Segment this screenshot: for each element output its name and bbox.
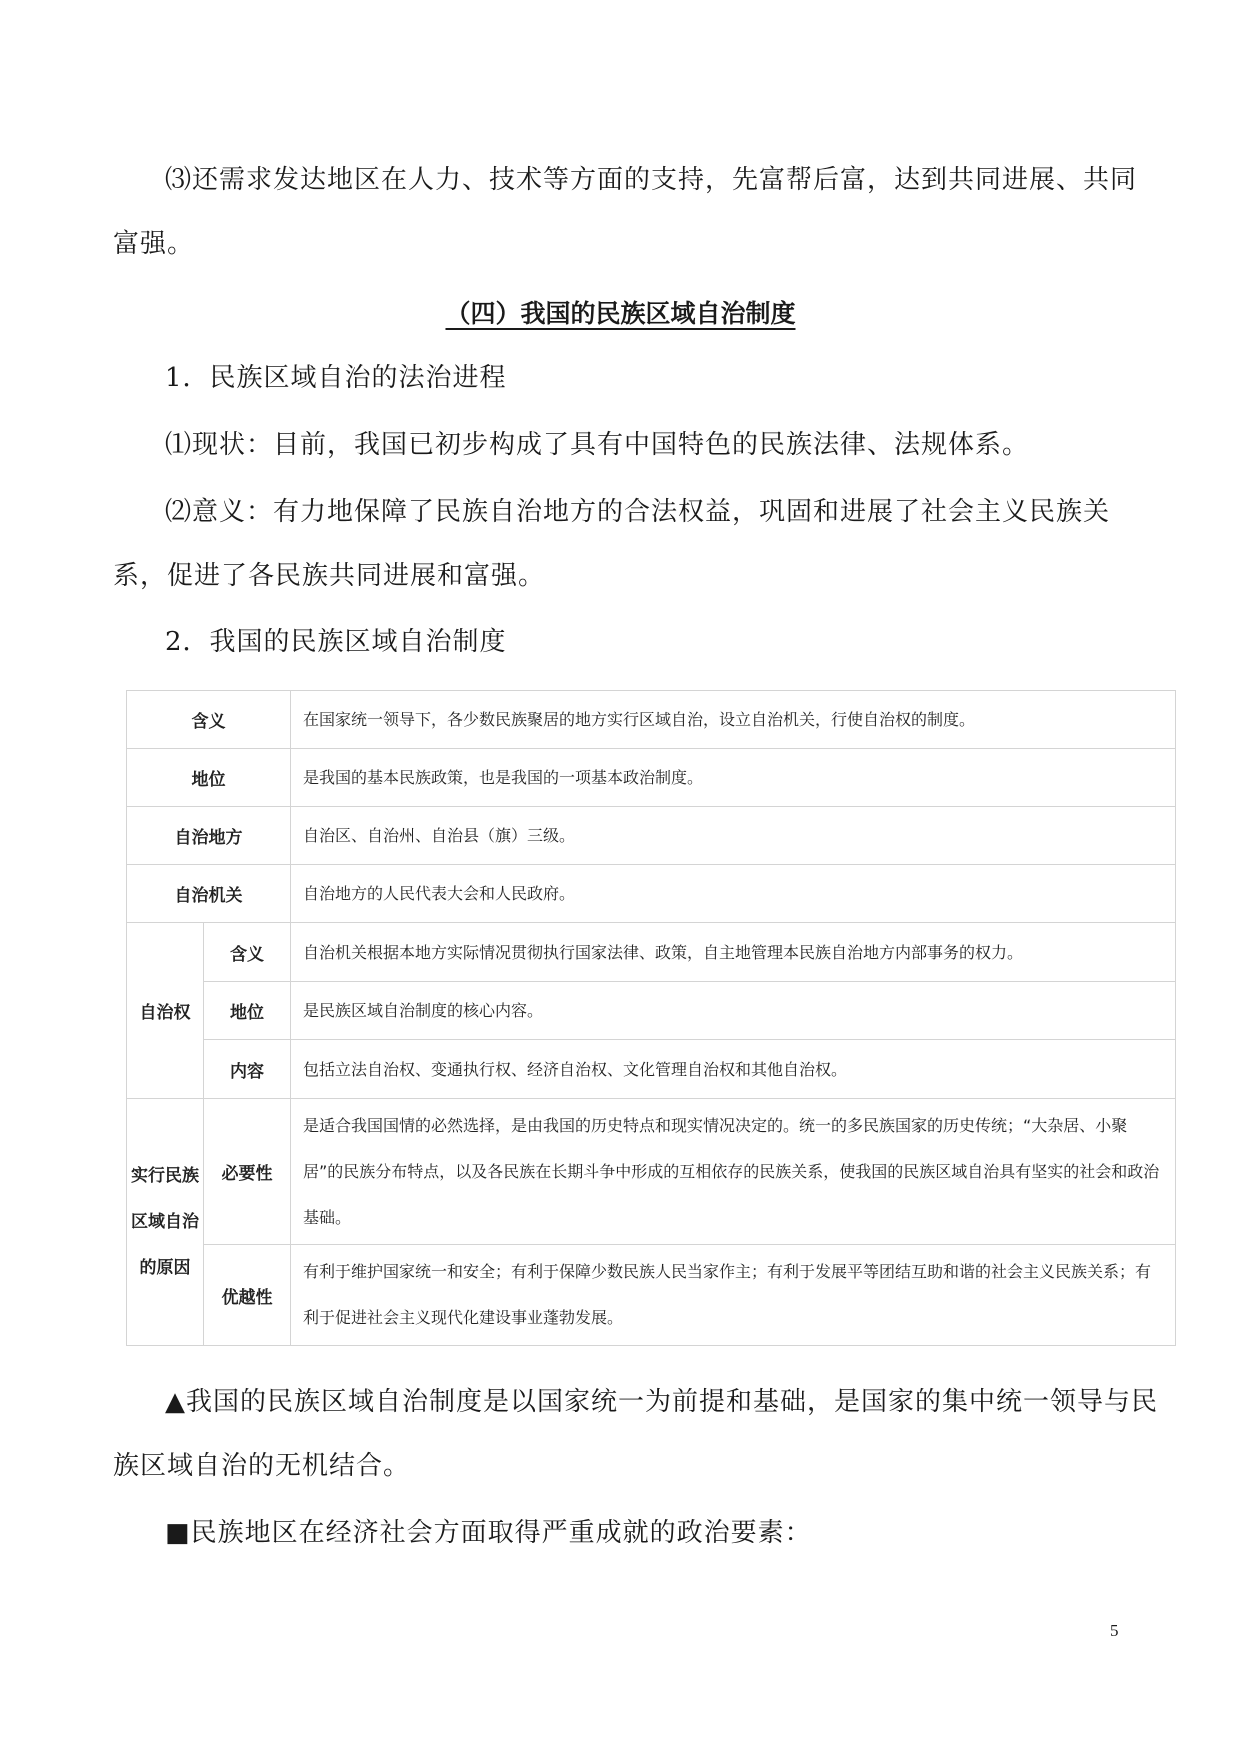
sub-label: 地位 <box>204 982 291 1040</box>
page-number: 5 <box>1110 1621 1119 1640</box>
row-label: 地位 <box>127 749 291 807</box>
table-row <box>127 982 1176 1040</box>
table-row <box>127 1040 1176 1099</box>
row-text: 在国家统一领导下，各少数民族聚居的地方实行区域自治，设立自治机关，行使自治权的制度。 <box>291 691 1176 749</box>
row-text: 自治区、自治州、自治县（旗）三级。 <box>291 807 1176 865</box>
table-row <box>127 1245 1176 1346</box>
row-label: 含义 <box>127 691 291 749</box>
row-label: 自治机关 <box>127 865 291 923</box>
note-square-paragraph: ■民族地区在经济社会方面取得严重成就的政治要素： <box>165 1518 812 1548</box>
row-text: 是我国的基本民族政策，也是我国的一项基本政治制度。 <box>291 749 1176 807</box>
intro-paragraph: ⑶还需求发达地区在人力、技术等方面的支持，先富帮后富，达到共同进展、共同富强。 <box>113 165 1138 259</box>
sub-label: 必要性 <box>204 1099 291 1245</box>
sub-label: 内容 <box>204 1040 291 1099</box>
item-2-title: 2．我国的民族区域自治制度 <box>165 627 507 657</box>
autonomy-system-table <box>126 690 1176 1346</box>
sub-label: 优越性 <box>204 1245 291 1346</box>
row-text: 自治地方的人民代表大会和人民政府。 <box>291 865 1176 923</box>
section-title <box>0 294 1241 334</box>
item-1-significance-paragraph: ⑵意义：有力地保障了民族自治地方的合法权益，巩固和进展了社会主义民族关系，促进了各民族共同进展和富强。 <box>113 497 1111 591</box>
table-row <box>127 923 1176 982</box>
item-1-title: 1．民族区域自治的法治进程 <box>165 363 507 393</box>
table-row <box>127 749 1176 807</box>
row-text: 有利于维护国家统一和安全；有利于保障少数民族人民当家作主；有利于发展平等团结互助和谐的社会主义民族关系；有利于促进社会主义现代化建设事业蓬勃发展。 <box>291 1245 1176 1346</box>
section-title-text: （四）我国的民族区域自治制度 <box>445 299 796 328</box>
row-text: 包括立法自治权、变通执行权、经济自治权、文化管理自治权和其他自治权。 <box>291 1040 1176 1099</box>
reasons-label: 实行民族区域自治的原因 <box>127 1099 204 1346</box>
item-1-status-paragraph: ⑴现状：目前，我国已初步构成了具有中国特色的民族法律、法规体系。 <box>165 430 1030 460</box>
note-triangle-paragraph: ▲我国的民族区域自治制度是以国家统一为前提和基础，是国家的集中统一领导与民族区域自治的无机结合。 <box>113 1387 1158 1481</box>
row-text: 是民族区域自治制度的核心内容。 <box>291 982 1176 1040</box>
table-row <box>127 865 1176 923</box>
autonomy-rights-label: 自治权 <box>127 923 204 1099</box>
table-row <box>127 691 1176 749</box>
table-row <box>127 1099 1176 1245</box>
table-row <box>127 807 1176 865</box>
row-label: 自治地方 <box>127 807 291 865</box>
row-text: 自治机关根据本地方实际情况贯彻执行国家法律、政策，自主地管理本民族自治地方内部事务的权力。 <box>291 923 1176 982</box>
row-text: 是适合我国国情的必然选择，是由我国的历史特点和现实情况决定的。统一的多民族国家的历史传统；“大杂居、小聚居”的民族分布特点，以及各民族在长期斗争中形成的互相依存的民族关系，使我国的民族区域自治具有坚实的社会和政治基础。 <box>291 1099 1176 1245</box>
sub-label: 含义 <box>204 923 291 982</box>
